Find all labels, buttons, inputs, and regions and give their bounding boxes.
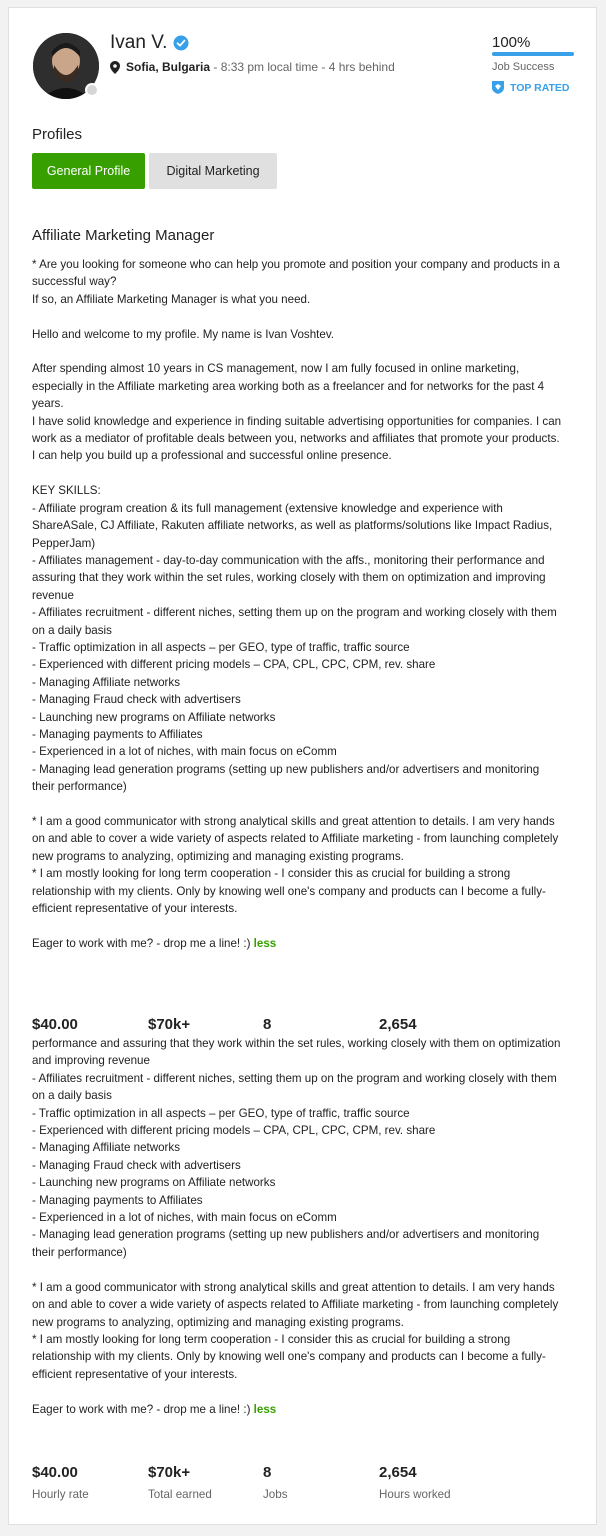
freelancer-name-row — [110, 32, 189, 54]
stat-jobs-value: 8 — [263, 1016, 272, 1033]
less-link[interactable]: less — [253, 936, 277, 950]
profiles-heading: Profiles — [32, 126, 83, 143]
stat-hourly-rate-value: $40.00 — [32, 1464, 78, 1481]
freelancer-name: Ivan V. — [110, 32, 168, 53]
stat-hours-worked-label: Hours worked — [379, 1488, 451, 1501]
stat-jobs-label: Jobs — [263, 1488, 288, 1501]
map-pin-icon — [110, 61, 120, 74]
local-time: - 8:33 pm local time - 4 hrs behind — [210, 60, 395, 74]
job-title: Affiliate Marketing Manager — [32, 227, 215, 244]
online-status-dot — [85, 83, 99, 97]
profile-description — [32, 256, 562, 952]
top-rated-badge-icon — [492, 81, 504, 94]
less-link-repeat[interactable]: less — [253, 1402, 277, 1416]
location-row — [110, 60, 395, 74]
top-rated-badge[interactable] — [492, 81, 570, 94]
description-text: * Are you looking for someone who can help you promote and position your company and products in a successful way? If so, an Affiliate Marketing Manager is what you need. Hello and welcome to my profile. My name is Ivan Voshtev. After spending almost 10 years in CS management, now I am fully focused in online marketing, especially in the Affiliate marketing area working both as a freelancer and for networks for the past 4 years. I have solid knowledge and experience in finding suitable advertising opportunities for companies. I can work as a mediator of profitable deals between you, networks and affiliates that promote your products. I can help you build up a professional and successful online presence. KEY SKILLS: - Affiliate program creation & its full management (extensive knowledge and experience with ShareASale, CJ Affiliate, Rakuten affiliate networks, as well as platforms/solutions like Impact Radius, PepperJam) - Affiliates management - day-to-day communication with the affs., monitoring their performance and assuring that they work within the set rules, working closely with them on optimization and improving revenue - Affiliates recruitment - different niches, setting them up on the program and working closely with them on a daily basis - Traffic optimization in all aspects – per GEO, type of traffic, traffic source - Experienced with different pricing models – CPA, CPL, CPC, CPM, rev. share - Managing Affiliate networks - Managing Fraud check with advertisers - Launching new programs on Affiliate networks - Managing payments to Affiliates - Experienced in a lot of niches, with main focus on eComm - Managing lead generation programs (setting up new publishers and/or advertisers and monitoring their performance) * I am a good communicator with strong analytical skills and great attention to details. I am very hands on and able to cover a wide variety of aspects related to Affiliate marketing - from launching completely new programs to analyzing, optimizing and managing existing programs. * I am mostly looking for long term cooperation - I consider this as crucial for building a strong relationship with my clients. Only by knowing well one's company and products can I become a fully-efficient representative of your interests. Eager to work with me? - drop me a line! :) — [32, 258, 562, 950]
tab-digital-marketing[interactable]: Digital Marketing — [149, 153, 277, 189]
stat-total-earned-label: Total earned — [148, 1488, 212, 1501]
stat-hours-worked-value: 2,654 — [379, 1464, 417, 1481]
stat-total-earned-value: $70k+ — [148, 1464, 191, 1481]
stat-jobs-value: 8 — [263, 1464, 272, 1481]
top-rated-label: TOP RATED — [510, 81, 570, 94]
job-success-label: Job Success — [492, 61, 555, 73]
location-city: Sofia, Bulgaria — [126, 60, 211, 74]
profile-description-repeat — [32, 1035, 562, 1418]
stat-total-earned-value: $70k+ — [148, 1016, 191, 1033]
job-success-bar — [492, 52, 574, 56]
job-success-value: 100% — [492, 34, 531, 51]
verified-check-icon — [173, 35, 189, 51]
stat-hours-worked-value: 2,654 — [379, 1016, 417, 1033]
stat-hourly-rate-label: Hourly rate — [32, 1488, 89, 1501]
tab-general-profile[interactable]: General Profile — [32, 153, 145, 189]
description-repeat-text: performance and assuring that they work within the set rules, working closely with them on optimization and improving revenue - Affiliates recruitment - different niches, setting them up on the program and working closely with them on a daily basis - Traffic optimization in all aspects – per GEO, type of traffic, traffic source - Experienced with different pricing models – CPA, CPL, CPC, CPM, rev. share - Managing Affiliate networks - Managing Fraud check with advertisers - Launching new programs on Affiliate networks - Managing payments to Affiliates - Experienced in a lot of niches, with main focus on eComm - Managing lead generation programs (setting up new publishers and/or advertisers and monitoring their performance) * I am a good communicator with strong analytical skills and great attention to details. I am very hands on and able to cover a wide variety of aspects related to Affiliate marketing - from launching completely new programs to analyzing, optimizing and managing existing programs. * I am mostly looking for long term cooperation - I consider this as crucial for building a strong relationship with my clients. Only by knowing well one's company and products can I become a fully-efficient representative of your interests. Eager to work with me? - drop me a line! :) — [32, 1037, 561, 1416]
profile-card — [8, 7, 597, 1525]
stat-hourly-rate-value: $40.00 — [32, 1016, 78, 1033]
